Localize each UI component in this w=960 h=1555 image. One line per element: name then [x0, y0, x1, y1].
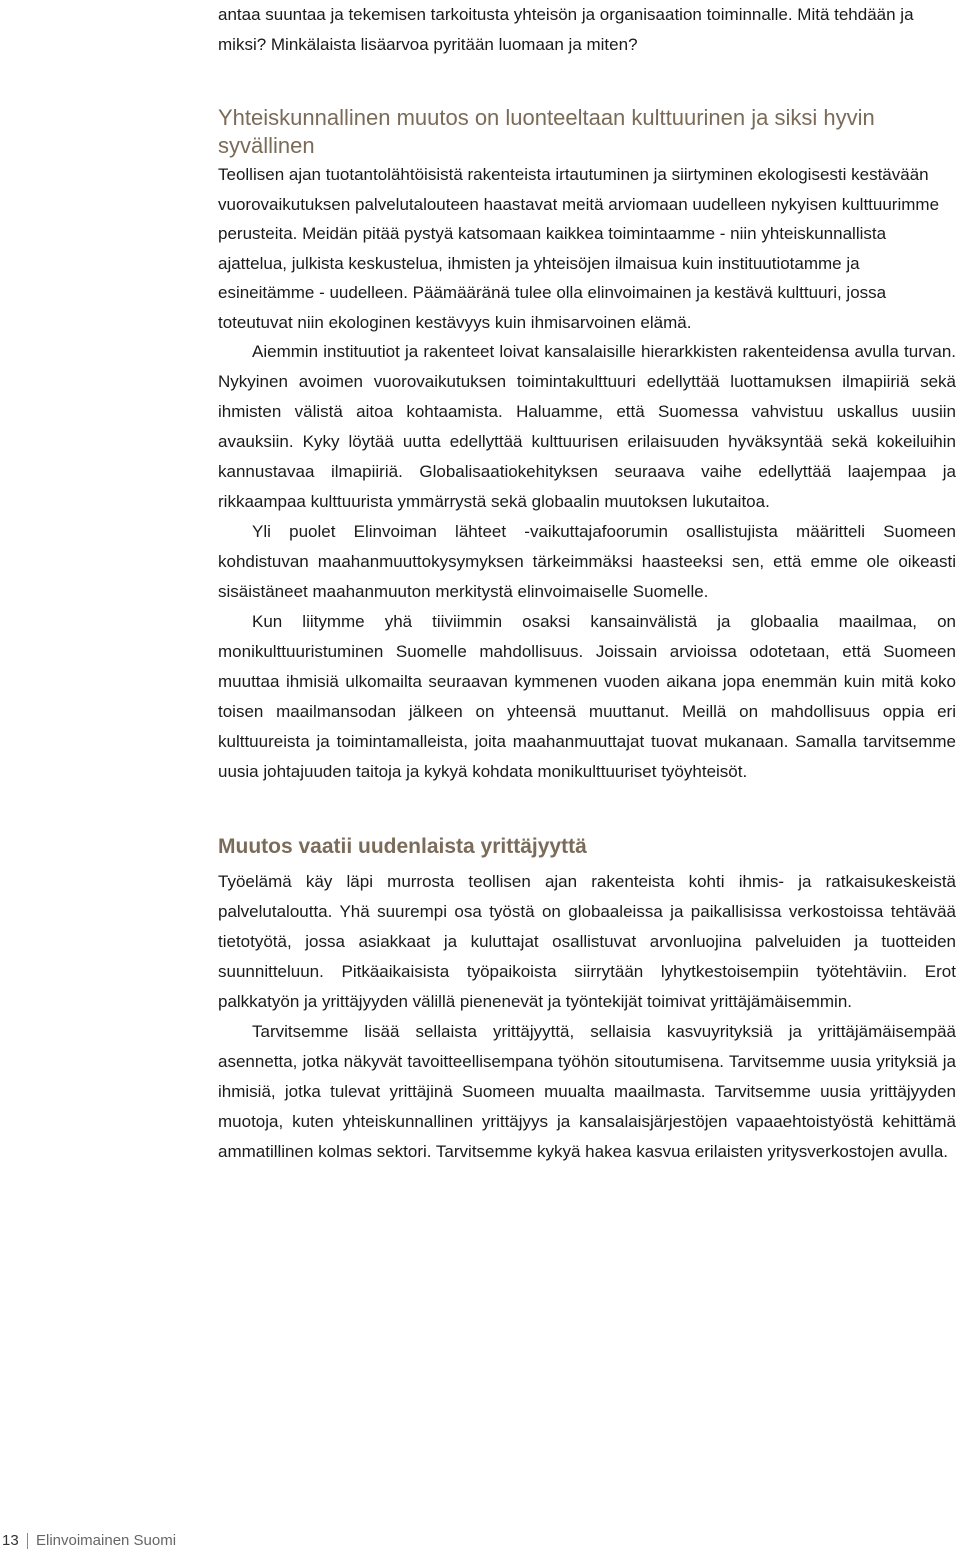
- publication-name: Elinvoimainen Suomi: [36, 1532, 177, 1549]
- top-paragraph: antaa suuntaa ja tekemisen tarkoitusta yhteisön ja organisaation toiminnalle. Mitä tehdään ja miksi? Minkälaista lisäarvoa pyritään luomaan ja miten?: [218, 5, 914, 54]
- page-content: [218, 0, 956, 1167]
- section2-heading: Muutos vaatii uudenlaista yrittäjyyttä: [218, 835, 587, 858]
- page-number: 13: [2, 1532, 19, 1549]
- footer-divider: [27, 1533, 28, 1549]
- section1-heading: Yhteiskunnallinen muutos on luonteeltaan kulttuurinen ja siksi hyvin syvällinen: [218, 105, 875, 158]
- section2-paragraph-1: Työelämä käy läpi murrosta teollisen ajan rakenteista kohti ihmis- ja ratkaisukeskeistä palvelutaloutta. Yhä suurempi osa työstä on globaaleissa ja paikallisissa verkostoissa tehtävää tietotyötä, jossa asiakkaat ja kuluttajat osallistuvat arvonluojina palveluiden ja tuotteiden suunnitteluun. Pitkäaikaisista työpaikoista siirrytään lyhytkestoisempiin työtehtäviin. Erot palkkatyön ja yrittäjyyden välillä pienenevät ja työntekijät toimivat yrittäjämäisemmin.: [218, 872, 956, 1011]
- section1-paragraph-3: Yli puolet Elinvoiman lähteet -vaikuttajafoorumin osallistujista määritteli Suomeen kohdistuvan maahanmuuttokysymyksen tärkeimmäksi haasteeksi sen, että emme ole oikeasti sisäistäneet maahanmuuton merkitystä elinvoimaiselle Suomelle.: [218, 522, 956, 601]
- section1-paragraph-2: Aiemmin instituutiot ja rakenteet loivat kansalaisille hierarkkisten rakenteidensa avulla turvan. Nykyinen avoimen vuorovaikutuksen toimintakulttuuri edellyttää luottamuksen ilmapiiriä sekä ihmisten välistä aitoa kohtaamista. Haluamme, että Suomessa vahvistuu uskallus uusiin avauksiin. Kyky löytää uutta edellyttää kulttuurisen erilaisuuden hyväksyntää sekä kokeiluihin kannustavaa ilmapiiriä. Globalisaatiokehityksen seuraava vaihe edellyttää laajempaa ja rikkaampaa kulttuurista ymmärrystä sekä globaalin muutoksen lukutaitoa.: [218, 342, 956, 511]
- section2-paragraph-2: Tarvitsemme lisää sellaista yrittäjyyttä, sellaisia kasvuyrityksiä ja yrittäjämäisempää asennetta, jotka näkyvät tavoitteellisempana työhön sitoutumisena. Tarvitsemme uusia yrityksiä ja ihmisiä, jotka tulevat yrittäjinä Suomeen muualta maailmasta. Tarvitsemme uusia yrittäjyyden muotoja, kuten yhteiskunnallinen yrittäjyys ja kansalaisjärjestöjen vapaaehtoistyöstä kehittämä ammatillinen kolmas sektori. Tarvitsemme kykyä hakea kasvua erilaisten yritysverkostojen avulla.: [218, 1022, 956, 1161]
- section1-paragraph-4: Kun liitymme yhä tiiviimmin osaksi kansainvälistä ja globaalia maailmaa, on monikulttuuristuminen Suomelle mahdollisuus. Joissain arvioissa odotetaan, että Suomeen muuttaa ihmisiä ulkomailta seuraavan kymmenen vuoden aikana jopa enemmän kuin mitä koko toisen maailmansodan jälkeen on yhteensä muuttanut. Meillä on mahdollisuus oppia eri kulttuureista ja toimintamalleista, joita maahanmuuttajat tuovat mukanaan. Samalla tarvitsemme uusia johtajuuden taitoja ja kykyä kohdata monikulttuuriset työyhteisöt.: [218, 612, 956, 781]
- section1-paragraph-1: Teollisen ajan tuotantolähtöisistä rakenteista irtautuminen ja siirtyminen ekologisesti kestävään vuorovaikutuksen palvelutalouteen haastavat meitä arviomaan uudelleen nykyisen kulttuurimme perusteita. Meidän pitää pystyä katsomaan kaikkea toimintaamme - niin yhteiskunnallista ajattelua, julkista keskustelua, ihmisten ja yhteisöjen ilmaisua kuin instituutiotamme ja esineitämme - uudelleen. Päämääränä tulee olla elinvoimainen ja kestävä kulttuuri, jossa toteutuvat niin ekologinen kestävyys kuin ihmisarvoinen elämä.: [218, 165, 940, 332]
